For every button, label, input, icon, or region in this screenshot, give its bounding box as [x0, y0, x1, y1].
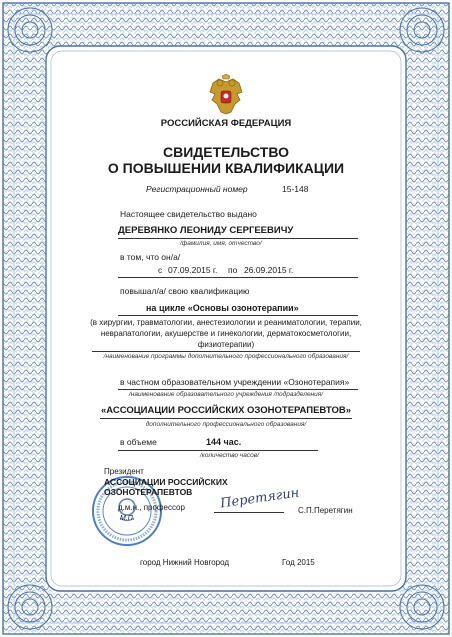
recipient-name: ДЕРЕВЯНКО ЛЕОНИДУ СЕРГЕЕВИЧУ — [118, 225, 294, 236]
signatory-degree: д.м.н., профессор — [118, 503, 185, 512]
signature: Перетягин — [219, 485, 301, 512]
country-name: РОССИЙСКАЯ ФЕДЕРАЦИЯ — [160, 118, 292, 129]
signatory-org-line2: ОЗОНОТЕРАПЕВТОВ — [104, 487, 193, 497]
program-underline — [92, 351, 360, 352]
association-underline — [100, 418, 352, 419]
period-from: 07.09.2015 г. — [168, 265, 218, 275]
volume-intro: в объеме — [120, 437, 157, 447]
stamp-initials: М.П. — [120, 515, 135, 522]
signature-line — [214, 512, 284, 513]
course-underline — [118, 315, 358, 316]
signatory-name: С.П.Перетягин — [298, 506, 353, 515]
program-hint: /наименование программы дополнительного профессионального образования/ — [103, 353, 349, 360]
certificate-title: СВИДЕТЕЛЬСТВО — [163, 144, 289, 160]
volume-hours: 144 час. — [206, 437, 242, 447]
course-fields-line2: неврапатологии, акушерстве и гинекологии, дерматокосметологии, — [100, 329, 352, 338]
volume-underline — [118, 450, 318, 451]
issue-city: город Нижний Новгород — [140, 558, 230, 567]
issue-year: Год 2015 — [282, 558, 315, 567]
period-underline — [118, 277, 358, 278]
signatory-org-line1: АССОЦИАЦИИ РОССИЙСКИХ — [104, 477, 228, 487]
period-to-label: по — [228, 265, 238, 275]
certificate-subtitle: О ПОВЫШЕНИИ КВАЛИФИКАЦИИ — [107, 160, 345, 176]
signatory-title: Президент — [104, 467, 144, 476]
period-intro: в том, что он/а/ — [120, 252, 181, 262]
registration-number: 15-148 — [282, 184, 309, 194]
institution-underline — [118, 389, 358, 390]
double-headed-eagle-icon — [206, 74, 246, 118]
institution-hint: /наименование образовательного учреждения /подразделения/ — [128, 391, 324, 398]
period-to: 26.09.2015 г. — [244, 265, 294, 275]
institution-name: в частном образовательном учреждении «Озонотерапия» — [120, 377, 350, 387]
association-hint: дополнительного профессионального образования/ — [145, 421, 307, 428]
association-name: «АССОЦИАЦИИ РОССИЙСКИХ ОЗОНОТЕРАПЕВТОВ» — [100, 405, 352, 416]
course-fields-line3: физиотерапии) — [197, 340, 255, 349]
registration-label: Регистрационный номер — [146, 184, 248, 194]
qualification-intro: повышал/а/ свою квалификацию — [120, 286, 250, 296]
course-cycle: на цикле «Основы озонотерапии» — [146, 303, 299, 313]
volume-hint: /количество часов/ — [200, 452, 259, 459]
course-fields-line1: (в хирургии, травматологии, анестезиологии и реаниматологии, терапии, — [90, 318, 362, 327]
issued-intro: Настоящее свидетельство выдано — [120, 209, 257, 219]
period-from-label: с — [158, 265, 163, 275]
recipient-hint: /фамилия, имя, отчество/ — [180, 240, 262, 247]
recipient-underline — [118, 238, 358, 239]
